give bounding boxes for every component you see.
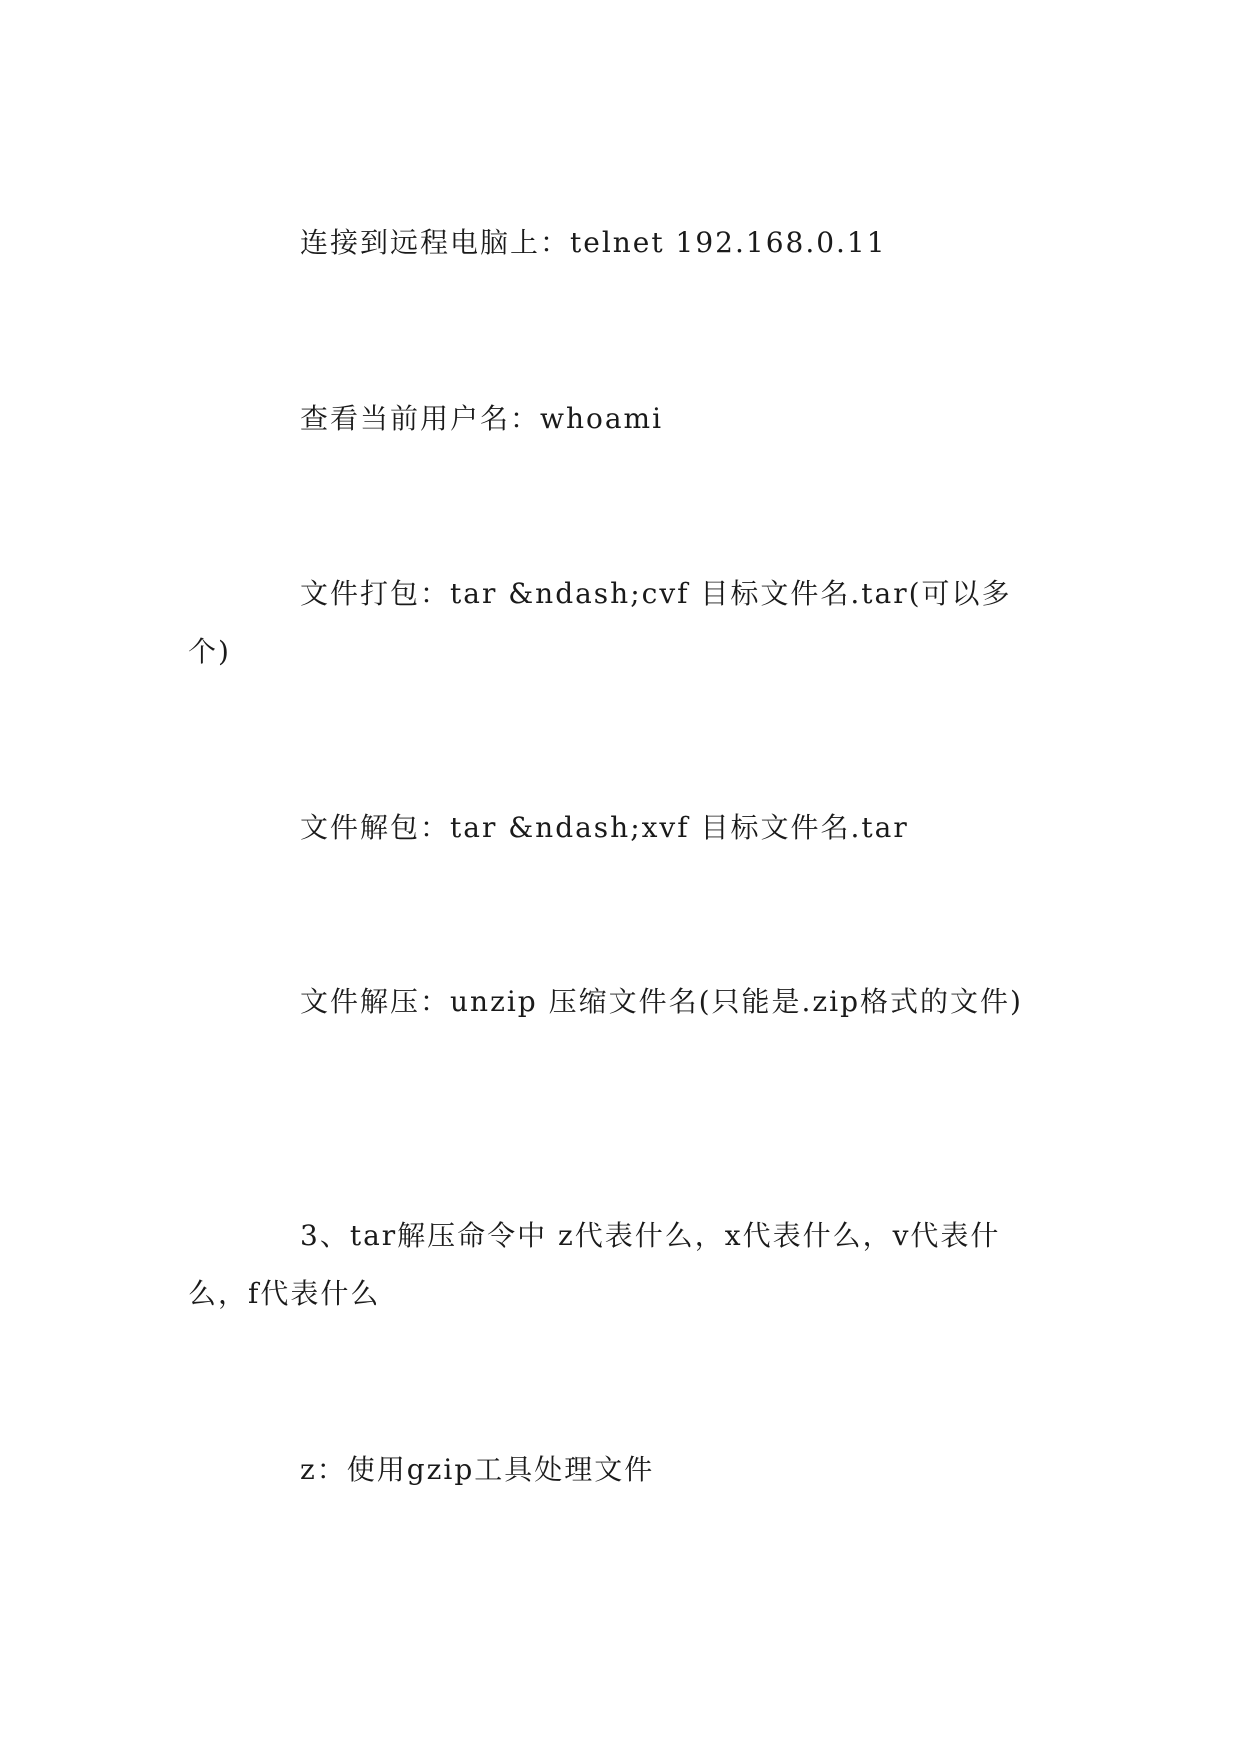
paragraph-telnet: 连接到远程电脑上：telnet 192.168.0.11 <box>300 226 887 259</box>
paragraph-tar-options-question: 3、tar解压命令中 z代表什么，x代表什么，v代表什么，f代表什么 <box>188 1219 1001 1310</box>
paragraph-whoami: 查看当前用户名：whoami <box>300 402 664 435</box>
paragraph-z-option: z：使用gzip工具处理文件 <box>300 1453 655 1486</box>
paragraph-unzip: 文件解压：unzip 压缩文件名(只能是.zip格式的文件) <box>300 985 1023 1018</box>
paragraph-tar-pack: 文件打包：tar &ndash;cvf 目标文件名.tar(可以多个) <box>188 577 1012 668</box>
paragraph-tar-unpack: 文件解包：tar &ndash;xvf 目标文件名.tar <box>300 811 909 844</box>
